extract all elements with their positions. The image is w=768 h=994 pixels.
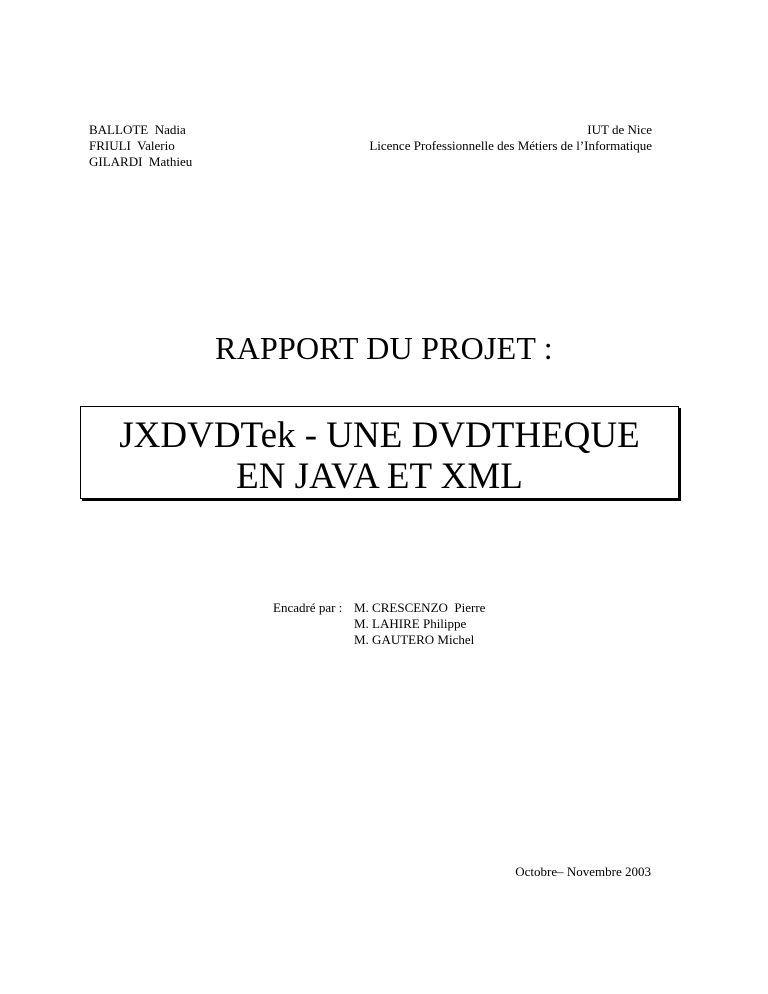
title-line-2: EN JAVA ET XML [236,456,523,497]
supervisor-list [354,600,485,648]
author-name: FRIULI Valerio [89,138,175,153]
author-list [89,122,192,170]
author-name: GILARDI Mathieu [89,154,193,169]
supervisor-name: M. GAUTERO Michel [354,632,475,647]
report-heading: RAPPORT DU PROJET : [215,330,553,366]
report-date: Octobre– Novembre 2003 [515,864,651,879]
title-line-1: JXDVDTek - UNE DVDTHEQUE [119,415,640,456]
supervisor-name: M. CRESCENZO Pierre [354,600,486,615]
institution-block [369,122,652,154]
author-name: BALLOTE Nadia [89,122,186,137]
institution-name: IUT de Nice [587,122,652,137]
title-box [80,406,679,499]
supervision-label: Encadré par : [273,600,343,615]
program-name: Licence Professionnelle des Métiers de l’Informatique [369,138,652,153]
supervisor-name: M. LAHIRE Philippe [354,616,467,631]
